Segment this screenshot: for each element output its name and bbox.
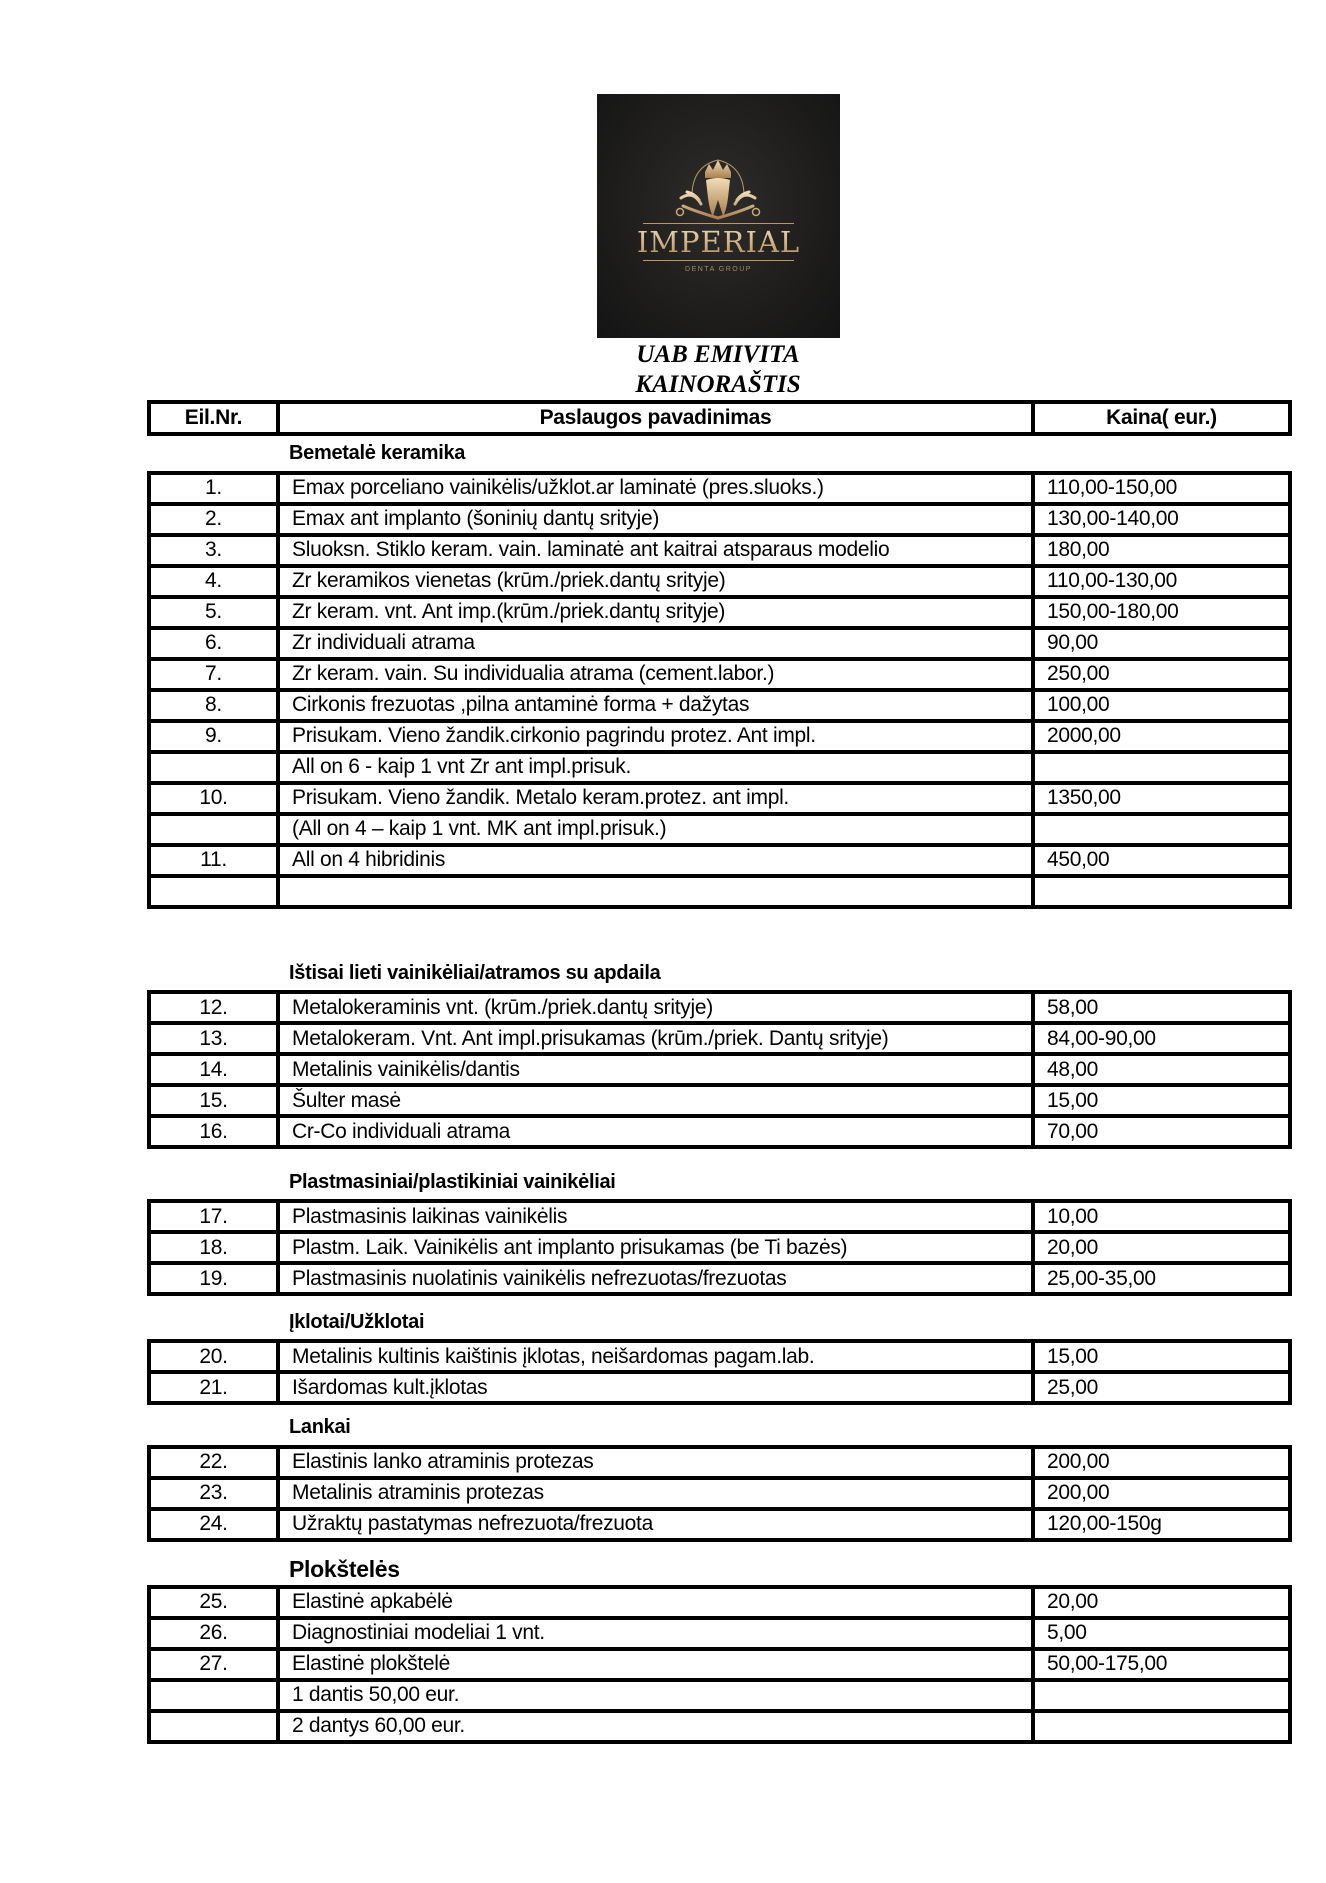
row-number [149, 1680, 278, 1711]
table-row [149, 690, 1290, 721]
table-row [149, 783, 1290, 814]
service-price: 15,00 [1033, 1341, 1290, 1372]
service-name: Metalokeram. Vnt. Ant impl.prisukamas (krūm./priek. Dantų srityje) [278, 1023, 1033, 1054]
service-price: 150,00-180,00 [1033, 597, 1290, 628]
row-number: 7. [149, 659, 278, 690]
table-row [149, 814, 1290, 845]
row-number: 6. [149, 628, 278, 659]
service-name: Metalokeraminis vnt. (krūm./priek.dantų srityje) [278, 992, 1033, 1023]
row-number: 21. [149, 1372, 278, 1403]
table-row [149, 1263, 1290, 1294]
service-name: Zr keramikos vienetas (krūm./priek.dantų srityje) [278, 566, 1033, 597]
service-price [1033, 1711, 1290, 1742]
service-name: Diagnostiniai modeliai 1 vnt. [278, 1618, 1033, 1649]
row-number: 15. [149, 1085, 278, 1116]
service-price: 20,00 [1033, 1587, 1290, 1618]
table-row [149, 1085, 1290, 1116]
table-row [149, 1509, 1290, 1540]
service-name: Metalinis vainikėlis/dantis [278, 1054, 1033, 1085]
table-row [149, 628, 1290, 659]
service-name: Zr keram. vnt. Ant imp.(krūm./priek.dantų srityje) [278, 597, 1033, 628]
service-price [1033, 814, 1290, 845]
table-row [149, 535, 1290, 566]
price-table-section [147, 471, 1292, 909]
service-name: All on 6 - kaip 1 vnt Zr ant impl.prisuk. [278, 752, 1033, 783]
service-price: 25,00-35,00 [1033, 1263, 1290, 1294]
row-number: 8. [149, 690, 278, 721]
table-row [149, 1680, 1290, 1711]
section-title: Įklotai/Užklotai [289, 1310, 425, 1333]
row-number: 18. [149, 1232, 278, 1263]
service-name: Šulter masė [278, 1085, 1033, 1116]
row-number: 2. [149, 504, 278, 535]
row-number: 20. [149, 1341, 278, 1372]
service-name: Elastinė plokštelė [278, 1649, 1033, 1680]
table-row [149, 1372, 1290, 1403]
logo-subtitle: DENTA GROUP [685, 266, 752, 273]
table-row [149, 876, 1290, 907]
service-name: Cirkonis frezuotas ,pilna antaminė forma + dažytas [278, 690, 1033, 721]
table-row [149, 597, 1290, 628]
table-row [149, 473, 1290, 504]
service-name: 2 dantys 60,00 eur. [278, 1711, 1033, 1742]
table-row [149, 1587, 1290, 1618]
table-row [149, 845, 1290, 876]
service-price: 25,00 [1033, 1372, 1290, 1403]
row-number: 16. [149, 1116, 278, 1147]
table-row [149, 1649, 1290, 1680]
row-number: 11. [149, 845, 278, 876]
row-number: 13. [149, 1023, 278, 1054]
row-number: 3. [149, 535, 278, 566]
service-name: All on 4 hibridinis [278, 845, 1033, 876]
price-table-section [147, 1199, 1292, 1296]
service-name: Plastmasinis nuolatinis vainikėlis nefrezuotas/frezuotas [278, 1263, 1033, 1294]
table-row [149, 1478, 1290, 1509]
service-price: 450,00 [1033, 845, 1290, 876]
section-title: Plastmasiniai/plastikiniai vainikėliai [289, 1170, 616, 1193]
service-name: Užraktų pastatymas nefrezuota/frezuota [278, 1509, 1033, 1540]
header-row [149, 402, 1290, 434]
service-name: Emax ant implanto (šoninių dantų srityje) [278, 504, 1033, 535]
row-number [149, 752, 278, 783]
table-row [149, 1447, 1290, 1478]
section-title: Plokštelės [289, 1556, 400, 1582]
crowned-tooth-icon [597, 94, 840, 338]
service-price [1033, 1680, 1290, 1711]
price-table-section [147, 1445, 1292, 1542]
service-price: 84,00-90,00 [1033, 1023, 1290, 1054]
service-price: 200,00 [1033, 1447, 1290, 1478]
table-row [149, 1232, 1290, 1263]
row-number: 5. [149, 597, 278, 628]
row-number: 12. [149, 992, 278, 1023]
table-row [149, 566, 1290, 597]
table-row [149, 752, 1290, 783]
service-name: Prisukam. Vieno žandik. Metalo keram.protez. ant impl. [278, 783, 1033, 814]
price-table-header [147, 400, 1292, 436]
service-price: 5,00 [1033, 1618, 1290, 1649]
service-price: 250,00 [1033, 659, 1290, 690]
row-number [149, 876, 278, 907]
table-row [149, 504, 1290, 535]
row-number: 26. [149, 1618, 278, 1649]
service-name: (All on 4 – kaip 1 vnt. MK ant impl.prisuk.) [278, 814, 1033, 845]
table-row [149, 1116, 1290, 1147]
document-title: KAINORAŠTIS [635, 371, 801, 398]
service-name: 1 dantis 50,00 eur. [278, 1680, 1033, 1711]
row-number: 23. [149, 1478, 278, 1509]
section-title: Lankai [289, 1416, 351, 1438]
row-number: 24. [149, 1509, 278, 1540]
section-title: Ištisai lieti vainikėliai/atramos su apdaila [289, 961, 661, 984]
service-price: 130,00-140,00 [1033, 504, 1290, 535]
logo-brand-name: IMPERIAL [597, 225, 840, 259]
row-number: 9. [149, 721, 278, 752]
service-name: Elastinė apkabėlė [278, 1587, 1033, 1618]
service-price: 10,00 [1033, 1201, 1290, 1232]
service-name: Elastinis lanko atraminis protezas [278, 1447, 1033, 1478]
service-price: 110,00-150,00 [1033, 473, 1290, 504]
table-row [149, 1054, 1290, 1085]
column-header-nr: Eil.Nr. [149, 402, 278, 434]
table-row [149, 1618, 1290, 1649]
table-row [149, 992, 1290, 1023]
row-number: 25. [149, 1587, 278, 1618]
service-price: 50,00-175,00 [1033, 1649, 1290, 1680]
table-row [149, 659, 1290, 690]
row-number: 17. [149, 1201, 278, 1232]
service-name: Plastmasinis laikinas vainikėlis [278, 1201, 1033, 1232]
service-name: Zr individuali atrama [278, 628, 1033, 659]
section-title: Bemetalė keramika [289, 442, 466, 464]
row-number: 14. [149, 1054, 278, 1085]
table-row [149, 1341, 1290, 1372]
price-table-section [147, 1585, 1292, 1744]
service-price: 110,00-130,00 [1033, 566, 1290, 597]
service-price: 180,00 [1033, 535, 1290, 566]
service-name: Sluoksn. Stiklo keram. vain. laminatė ant kaitrai atsparaus modelio [278, 535, 1033, 566]
service-price: 120,00-150g [1033, 1509, 1290, 1540]
service-name: Zr keram. vain. Su individualia atrama (cement.labor.) [278, 659, 1033, 690]
service-price [1033, 752, 1290, 783]
service-price: 2000,00 [1033, 721, 1290, 752]
service-name [278, 876, 1033, 907]
logo-divider-top [643, 223, 794, 224]
service-price: 1350,00 [1033, 783, 1290, 814]
service-name: Išardomas kult.įklotas [278, 1372, 1033, 1403]
service-price: 15,00 [1033, 1085, 1290, 1116]
column-header-name: Paslaugos pavadinimas [278, 402, 1033, 434]
row-number: 4. [149, 566, 278, 597]
service-price: 100,00 [1033, 690, 1290, 721]
service-price: 58,00 [1033, 992, 1290, 1023]
row-number: 1. [149, 473, 278, 504]
service-price [1033, 876, 1290, 907]
row-number: 10. [149, 783, 278, 814]
service-price: 48,00 [1033, 1054, 1290, 1085]
table-row [149, 1023, 1290, 1054]
service-name: Metalinis atraminis protezas [278, 1478, 1033, 1509]
table-row [149, 721, 1290, 752]
row-number: 19. [149, 1263, 278, 1294]
service-name: Emax porceliano vainikėlis/užklot.ar laminatė (pres.sluoks.) [278, 473, 1033, 504]
price-table-section [147, 1339, 1292, 1405]
service-name: Plastm. Laik. Vainikėlis ant implanto prisukamas (be Ti bazės) [278, 1232, 1033, 1263]
company-name: UAB EMIVITA [636, 341, 800, 368]
company-logo [597, 94, 840, 338]
row-number: 22. [149, 1447, 278, 1478]
row-number [149, 1711, 278, 1742]
service-price: 20,00 [1033, 1232, 1290, 1263]
table-row [149, 1711, 1290, 1742]
row-number: 27. [149, 1649, 278, 1680]
table-row [149, 1201, 1290, 1232]
service-price: 70,00 [1033, 1116, 1290, 1147]
service-name: Cr-Co individuali atrama [278, 1116, 1033, 1147]
service-name: Prisukam. Vieno žandik.cirkonio pagrindu protez. Ant impl. [278, 721, 1033, 752]
service-price: 90,00 [1033, 628, 1290, 659]
row-number [149, 814, 278, 845]
service-name: Metalinis kultinis kaištinis įklotas, neišardomas pagam.lab. [278, 1341, 1033, 1372]
column-header-price: Kaina( eur.) [1033, 402, 1290, 434]
logo-divider-bottom [643, 260, 794, 261]
price-table-section [147, 990, 1292, 1149]
service-price: 200,00 [1033, 1478, 1290, 1509]
